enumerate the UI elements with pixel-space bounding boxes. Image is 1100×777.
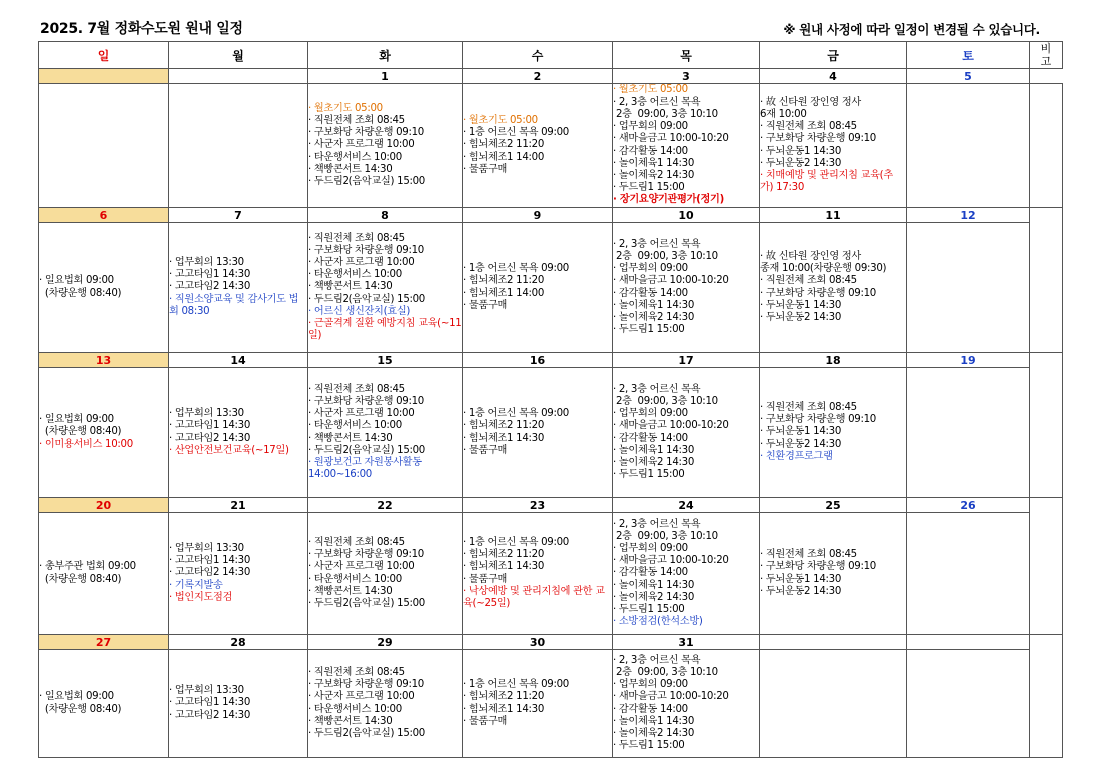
remark-cell xyxy=(1030,498,1063,635)
schedule-item: · 사군자 프로그램 10:00 xyxy=(308,256,415,268)
page-title: 2025. 7월 정화수도원 원내 일정 xyxy=(40,21,243,37)
remark-char: 비 xyxy=(1040,42,1052,55)
schedule-item: · 두뇌운동1 14:30 xyxy=(760,573,842,585)
day-events-cell xyxy=(169,650,308,758)
schedule-item: · 힘뇌체조2 11:20 xyxy=(463,691,545,703)
date-number: 30 xyxy=(463,635,613,650)
date-number xyxy=(39,69,169,84)
date-number: 23 xyxy=(463,498,613,513)
remark-cell xyxy=(1030,353,1063,498)
schedule-item: · 새마을금고 10:00-10:20 xyxy=(613,133,729,145)
schedule-item: · 감각활동 14:00 xyxy=(613,432,688,444)
date-number: 29 xyxy=(308,635,463,650)
schedule-item: · 월초기도 05:00 xyxy=(308,102,383,114)
schedule-item: · 놀이체육2 14:30 xyxy=(613,311,695,323)
events-row xyxy=(39,223,1063,353)
schedule-item: · 감각활동 14:00 xyxy=(613,703,688,715)
schedule-item: · 직원전체 조회 08:45 xyxy=(760,549,857,561)
schedule-item: · 물품구매 xyxy=(463,573,508,585)
date-number: 8 xyxy=(308,208,463,223)
date-row xyxy=(39,69,1063,84)
schedule-item: · 물품구매 xyxy=(463,299,508,311)
schedule-item: · 힘뇌체조2 11:20 xyxy=(463,420,545,432)
schedule-item: · 두드림2(음악교실) 15:00 xyxy=(308,176,425,187)
schedule-item: · 두뇌운동1 14:30 xyxy=(760,426,842,438)
day-events-cell xyxy=(463,368,613,498)
day-events-cell xyxy=(39,84,169,208)
remark-cell xyxy=(1030,208,1063,353)
schedule-item: · 놀이체육1 14:30 xyxy=(613,157,695,169)
schedule-item: · 물품구매 xyxy=(463,715,508,727)
schedule-item: · 두뇌운동2 14:30 xyxy=(760,585,842,597)
schedule-item: · 놀이체육1 14:30 xyxy=(613,299,695,311)
date-number: 27 xyxy=(39,635,169,650)
schedule-item: · 2, 3층 어르신 목욕 2층 09:00, 3층 10:10 xyxy=(613,518,718,542)
schedule-item: · 2, 3층 어르신 목욕 2층 09:00, 3층 10:10 xyxy=(613,383,718,407)
schedule-item: · 타운행서비스 10:00 xyxy=(308,573,402,585)
date-number: 20 xyxy=(39,498,169,513)
day-events-cell xyxy=(308,513,463,635)
day-events-cell xyxy=(308,223,463,353)
schedule-item: · 두드림2(음악교실) 15:00 xyxy=(308,444,425,456)
schedule-item: · 故 신타원 장인영 정사 종재 10:00(차량운행 09:30) xyxy=(760,250,887,275)
schedule-item: · 놀이체육2 14:30 xyxy=(613,456,695,468)
schedule-item: · 힘뇌체조1 14:30 xyxy=(463,703,545,715)
header-remark xyxy=(1030,42,1063,69)
day-events-cell xyxy=(907,84,1030,208)
day-events-cell xyxy=(39,513,169,635)
schedule-item: · 힘뇌체조2 11:20 xyxy=(463,549,545,561)
schedule-item: · 직원소양교육 및 감사기도 법회 08:30 xyxy=(169,293,299,317)
schedule-item: · 업무회의 13:30 xyxy=(169,256,244,268)
date-number: 3 xyxy=(613,69,760,84)
schedule-item: · 구보화당 차량운행 09:10 xyxy=(760,561,876,573)
schedule-item: · 책빵콘서트 14:30 xyxy=(308,715,393,727)
schedule-item: · 기록지발송 xyxy=(169,579,223,591)
schedule-item: · 고고타임1 14:30 xyxy=(169,420,251,432)
schedule-item: · 고고타임1 14:30 xyxy=(169,555,251,567)
schedule-item: · 월초기도 05:00 xyxy=(613,84,688,96)
day-events-cell xyxy=(463,223,613,353)
date-row xyxy=(39,353,1063,368)
schedule-item: · 두드림1 15:00 xyxy=(613,740,685,752)
schedule-item: · 직원전체 조회 08:45 xyxy=(308,232,405,244)
schedule-item: · 구보화당 차량운행 09:10 xyxy=(308,679,424,691)
schedule-item: · 두드림1 15:00 xyxy=(613,604,685,615)
schedule-item: · 근골격계 질환 예방지침 교육(~11일) xyxy=(308,318,462,342)
schedule-item: · 놀이체육1 14:30 xyxy=(613,444,695,456)
date-number: 9 xyxy=(463,208,613,223)
schedule-item: · 사군자 프로그램 10:00 xyxy=(308,561,415,573)
header-monday: 월 xyxy=(169,42,308,69)
schedule-item: · 친환경프로그램 xyxy=(760,450,833,462)
day-events-cell xyxy=(907,223,1030,353)
schedule-item: · 원광보건고 자원봉사활동 14:00~16:00 xyxy=(308,456,422,481)
date-number: 18 xyxy=(760,353,907,368)
schedule-item: · 일요법회 09:00 (차량운행 08:40) xyxy=(39,414,122,438)
day-events-cell xyxy=(760,368,907,498)
date-number xyxy=(907,635,1030,650)
header-wednesday: 수 xyxy=(463,42,613,69)
schedule-item: · 총부주관 법회 09:00 (차량운행 08:40) xyxy=(39,561,136,585)
day-events-cell xyxy=(613,368,760,498)
schedule-item: · 구보화당 차량운행 09:10 xyxy=(308,395,424,407)
date-number: 26 xyxy=(907,498,1030,513)
date-number xyxy=(760,635,907,650)
day-events-cell xyxy=(308,84,463,208)
calendar-table xyxy=(38,41,1063,758)
day-events-cell xyxy=(463,650,613,758)
schedule-item: · 두드림2(음악교실) 15:00 xyxy=(308,293,425,305)
schedule-item: · 고고타임1 14:30 xyxy=(169,697,251,709)
schedule-item: · 감각활동 14:00 xyxy=(613,145,688,157)
day-events-cell xyxy=(613,223,760,353)
day-events-cell xyxy=(613,513,760,635)
events-row xyxy=(39,84,1063,208)
schedule-item: · 직원전체 조회 08:45 xyxy=(760,401,857,413)
day-events-cell xyxy=(169,513,308,635)
schedule-item: · 사군자 프로그램 10:00 xyxy=(308,691,415,703)
schedule-item: · 업무회의 09:00 xyxy=(613,679,688,691)
date-number: 16 xyxy=(463,353,613,368)
schedule-item: · 책빵콘서트 14:30 xyxy=(308,585,393,597)
schedule-item: · 직원전체 조회 08:45 xyxy=(308,383,405,395)
schedule-item: · 직원전체 조회 08:45 xyxy=(308,536,405,548)
date-number: 25 xyxy=(760,498,907,513)
schedule-item: · 업무회의 09:00 xyxy=(613,542,688,554)
schedule-item: · 2, 3층 어르신 목욕 2층 09:00, 3층 10:10 xyxy=(613,238,718,262)
date-row xyxy=(39,635,1063,650)
schedule-item: · 감각활동 14:00 xyxy=(613,287,688,299)
schedule-item: · 책빵콘서트 14:30 xyxy=(308,163,393,175)
day-events-cell xyxy=(308,650,463,758)
schedule-item: · 2, 3층 어르신 목욕 2층 09:00, 3층 10:10 xyxy=(613,654,718,678)
schedule-item: · 물품구매 xyxy=(463,444,508,456)
date-number: 4 xyxy=(760,69,907,84)
schedule-item: · 산업안전보건교육(~17일) xyxy=(169,444,289,456)
schedule-item: · 고고타임1 14:30 xyxy=(169,269,251,281)
schedule-item: · 놀이체육1 14:30 xyxy=(613,715,695,727)
schedule-item: · 구보화당 차량운행 09:10 xyxy=(308,549,424,561)
schedule-item: · 타운행서비스 10:00 xyxy=(308,269,402,281)
schedule-item: · 업무회의 09:00 xyxy=(613,408,688,420)
schedule-item: · 놀이체육2 14:30 xyxy=(613,727,695,739)
schedule-item: · 어르신 생신잔치(효실) xyxy=(308,305,411,317)
date-number: 2 xyxy=(463,69,613,84)
schedule-item: · 힘뇌체조2 11:20 xyxy=(463,275,545,287)
schedule-item: · 두뇌운동1 14:30 xyxy=(760,145,842,157)
day-events-cell xyxy=(463,84,613,208)
date-number: 21 xyxy=(169,498,308,513)
schedule-item: · 업무회의 09:00 xyxy=(613,121,688,133)
schedule-item: · 직원전체 조회 08:45 xyxy=(760,275,857,287)
day-events-cell xyxy=(169,368,308,498)
schedule-item: · 새마을금고 10:00-10:20 xyxy=(613,420,729,432)
date-number: 11 xyxy=(760,208,907,223)
schedule-item: · 업무회의 09:00 xyxy=(613,263,688,275)
date-number: 10 xyxy=(613,208,760,223)
schedule-item: · 업무회의 13:30 xyxy=(169,408,244,420)
date-number: 28 xyxy=(169,635,308,650)
schedule-item: · 두드림1 15:00 xyxy=(613,469,685,481)
date-number: 14 xyxy=(169,353,308,368)
schedule-item: · 두뇌운동2 14:30 xyxy=(760,157,842,169)
schedule-item: · 두드림2(음악교실) 15:00 xyxy=(308,727,425,739)
date-number: 31 xyxy=(613,635,760,650)
date-number xyxy=(169,69,308,84)
remark-cell xyxy=(1030,635,1063,758)
schedule-item: · 구보화당 차량운행 09:10 xyxy=(760,414,876,426)
schedule-item: · 2, 3층 어르신 목욕 2층 09:00, 3층 10:10 xyxy=(613,96,718,120)
schedule-item: · 고고타임2 14:30 xyxy=(169,567,251,579)
date-number: 22 xyxy=(308,498,463,513)
remark-cell xyxy=(1030,84,1063,208)
events-row xyxy=(39,513,1063,635)
remark-char: 고 xyxy=(1040,55,1052,68)
schedule-item: · 두뇌운동1 14:30 xyxy=(760,299,842,311)
schedule-item: · 구보화당 차량운행 09:10 xyxy=(760,287,876,299)
schedule-item: · 책빵콘서트 14:30 xyxy=(308,432,393,444)
schedule-item: · 새마을금고 10:00-10:20 xyxy=(613,275,729,287)
header-saturday: 토 xyxy=(907,42,1030,69)
schedule-item: · 1층 어르신 목욕 09:00 xyxy=(463,263,569,275)
date-number: 19 xyxy=(907,353,1030,368)
schedule-item: · 두드림1 15:00 xyxy=(613,324,685,336)
schedule-item: · 직원전체 조회 08:45 xyxy=(760,121,857,133)
header-thursday: 목 xyxy=(613,42,760,69)
schedule-item: · 소방점검(한석소방) xyxy=(613,616,703,628)
schedule-item: · 치매예방 및 관리지침 교육(추가) 17:30 xyxy=(760,169,893,194)
events-row xyxy=(39,650,1063,758)
date-number: 5 xyxy=(907,69,1030,84)
schedule-item: · 직원전체 조회 08:45 xyxy=(308,666,405,678)
schedule-item: · 1층 어르신 목욕 09:00 xyxy=(463,679,569,691)
schedule-item: · 고고타임2 14:30 xyxy=(169,432,251,444)
schedule-item: · 일요법회 09:00 (차량운행 08:40) xyxy=(39,275,122,299)
schedule-item: · 장기요양기관평가(정기) xyxy=(613,194,724,206)
day-events-cell xyxy=(308,368,463,498)
date-number: 6 xyxy=(39,208,169,223)
schedule-item: · 힘뇌체조1 14:30 xyxy=(463,561,545,573)
schedule-item: · 놀이체육2 14:30 xyxy=(613,591,695,603)
header-tuesday: 화 xyxy=(308,42,463,69)
schedule-item: · 감각활동 14:00 xyxy=(613,567,688,579)
schedule-item: · 월초기도 05:00 xyxy=(463,114,538,126)
day-events-cell xyxy=(463,513,613,635)
schedule-item: · 사군자 프로그램 10:00 xyxy=(308,408,415,420)
schedule-item: · 놀이체육2 14:30 xyxy=(613,169,695,181)
schedule-item: · 구보화당 차량운행 09:10 xyxy=(760,133,876,145)
day-events-cell xyxy=(39,650,169,758)
schedule-item: · 법인지도점검 xyxy=(169,591,233,603)
date-number: 15 xyxy=(308,353,463,368)
schedule-item: · 직원전체 조회 08:45 xyxy=(308,114,405,126)
schedule-item: · 두드림1 15:00 xyxy=(613,182,685,194)
date-row xyxy=(39,208,1063,223)
day-events-cell xyxy=(760,223,907,353)
day-events-cell xyxy=(760,650,907,758)
date-number: 12 xyxy=(907,208,1030,223)
schedule-item: · 일요법회 09:00 (차량운행 08:40) xyxy=(39,691,122,715)
schedule-item: · 타운행서비스 10:00 xyxy=(308,420,402,432)
schedule-item: · 낙상예방 및 관리지침에 관한 교육(~25일) xyxy=(463,585,605,609)
schedule-item: · 힘뇌체조1 14:00 xyxy=(463,151,545,163)
schedule-item: · 힘뇌체조1 14:00 xyxy=(463,287,545,299)
date-number: 17 xyxy=(613,353,760,368)
schedule-item: · 새마을금고 10:00-10:20 xyxy=(613,555,729,567)
schedule-item: · 구보화당 차량운행 09:10 xyxy=(308,127,424,139)
schedule-item: · 고고타임2 14:30 xyxy=(169,281,251,293)
day-events-cell xyxy=(169,223,308,353)
day-events-cell xyxy=(907,650,1030,758)
schedule-item: · 두뇌운동2 14:30 xyxy=(760,438,842,450)
schedule-item: · 업무회의 13:30 xyxy=(169,685,244,697)
day-events-cell xyxy=(907,368,1030,498)
schedule-item: · 타운행서비스 10:00 xyxy=(308,151,402,163)
schedule-item: · 힘뇌체조2 11:20 xyxy=(463,139,545,151)
day-events-cell xyxy=(39,223,169,353)
events-row xyxy=(39,368,1063,498)
schedule-item: · 이미용서비스 10:00 xyxy=(39,438,133,450)
day-events-cell xyxy=(613,84,760,208)
schedule-item: · 사군자 프로그램 10:00 xyxy=(308,139,415,151)
date-number: 7 xyxy=(169,208,308,223)
schedule-item: · 두뇌운동2 14:30 xyxy=(760,311,842,323)
schedule-change-notice: ※ 원내 사정에 따라 일정이 변경될 수 있습니다. xyxy=(783,22,1040,37)
schedule-item: · 구보화당 차량운행 09:10 xyxy=(308,244,424,256)
day-events-cell xyxy=(613,650,760,758)
date-number: 13 xyxy=(39,353,169,368)
header-friday: 금 xyxy=(760,42,907,69)
schedule-item: · 고고타임2 14:30 xyxy=(169,709,251,721)
day-events-cell xyxy=(169,84,308,208)
schedule-item: · 책빵콘서트 14:30 xyxy=(308,281,393,293)
date-row xyxy=(39,498,1063,513)
schedule-item: · 힘뇌체조1 14:30 xyxy=(463,432,545,444)
schedule-item: · 1층 어르신 목욕 09:00 xyxy=(463,536,569,548)
day-events-cell xyxy=(760,84,907,208)
day-events-cell xyxy=(39,368,169,498)
schedule-item: · 故 신타원 장인영 정사 6재 10:00 xyxy=(760,96,861,120)
schedule-item: · 새마을금고 10:00-10:20 xyxy=(613,691,729,703)
header-sunday: 일 xyxy=(39,42,169,69)
schedule-item: · 1층 어르신 목욕 09:00 xyxy=(463,127,569,139)
day-events-cell xyxy=(907,513,1030,635)
date-number: 1 xyxy=(308,69,463,84)
schedule-item: · 1층 어르신 목욕 09:00 xyxy=(463,408,569,420)
schedule-item: · 두드림2(음악교실) 15:00 xyxy=(308,597,425,609)
schedule-item: · 물품구매 xyxy=(463,163,508,175)
schedule-item: · 업무회의 13:30 xyxy=(169,542,244,554)
day-events-cell xyxy=(760,513,907,635)
schedule-item: · 놀이체육1 14:30 xyxy=(613,579,695,591)
date-number: 24 xyxy=(613,498,760,513)
schedule-item: · 타운행서비스 10:00 xyxy=(308,703,402,715)
